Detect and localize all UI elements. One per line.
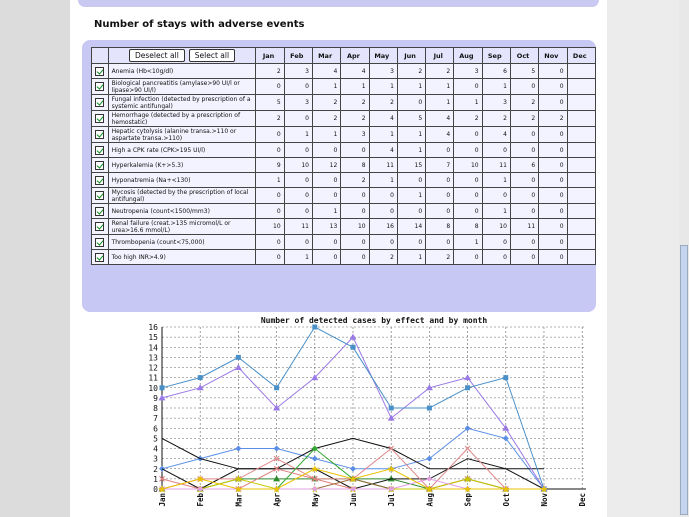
month-count-cell: 0 — [341, 235, 369, 250]
event-label: Renal failure (creat.>135 micromol/L or urea>16.6 mmol/L) — [108, 219, 256, 235]
table-row — [92, 219, 596, 235]
month-count-cell: 0 — [341, 188, 369, 204]
month-count-cell: 10 — [284, 158, 312, 173]
window-margin — [607, 0, 689, 517]
month-count-cell: 0 — [454, 173, 482, 188]
month-count-cell: 4 — [312, 64, 340, 79]
month-count-cell: 0 — [397, 235, 425, 250]
y-tick-label: 0 — [153, 485, 158, 494]
month-count-cell: 0 — [369, 188, 397, 204]
row-checkbox-cell — [92, 235, 109, 250]
table-row — [92, 158, 596, 173]
data-point — [351, 487, 355, 491]
y-tick-label: 14 — [148, 343, 158, 353]
month-count-cell: 5 — [510, 64, 538, 79]
month-count-cell: 14 — [397, 219, 425, 235]
data-point — [427, 406, 432, 411]
deselect-all-button[interactable]: Deselect all — [129, 49, 185, 62]
month-count-cell: 0 — [539, 173, 567, 188]
month-count-cell: 0 — [256, 235, 284, 250]
month-count-cell: 5 — [397, 111, 425, 127]
month-count-cell: 0 — [539, 158, 567, 173]
x-tick-label: Apr — [272, 493, 282, 507]
month-count-cell: 2 — [256, 111, 284, 127]
table-row — [92, 204, 596, 219]
month-count-cell — [567, 143, 595, 158]
adverse-events-table — [91, 47, 596, 265]
month-header: Mar — [312, 48, 340, 64]
row-checkbox[interactable] — [95, 114, 104, 123]
table-row — [92, 250, 596, 265]
month-count-cell: 2 — [426, 250, 454, 265]
event-label: Hyponatremia (Na+<130) — [108, 173, 256, 188]
month-count-cell: 1 — [284, 250, 312, 265]
month-count-cell: 0 — [284, 204, 312, 219]
x-tick-label: Nov — [539, 493, 549, 507]
month-count-cell: 0 — [341, 143, 369, 158]
table-row — [92, 111, 596, 127]
adverse-events-panel — [82, 40, 596, 312]
data-point — [198, 375, 203, 380]
data-point — [503, 375, 508, 380]
month-count-cell: 1 — [284, 127, 312, 143]
month-count-cell: 4 — [426, 127, 454, 143]
data-point — [235, 364, 242, 370]
month-header: May — [369, 48, 397, 64]
month-count-cell: 1 — [369, 79, 397, 95]
month-count-cell: 0 — [454, 143, 482, 158]
month-header: Feb — [284, 48, 312, 64]
y-tick-label: 12 — [148, 363, 158, 373]
row-checkbox[interactable] — [95, 191, 104, 200]
month-count-cell: 0 — [256, 204, 284, 219]
month-count-cell: 1 — [426, 95, 454, 111]
month-count-cell: 0 — [539, 127, 567, 143]
data-point — [427, 477, 431, 481]
event-label: Too high INR>4.9) — [108, 250, 256, 265]
month-header: Nov — [539, 48, 567, 64]
month-count-cell: 0 — [510, 250, 538, 265]
table-row — [92, 64, 596, 79]
month-count-cell: 0 — [284, 79, 312, 95]
table-row — [92, 79, 596, 95]
row-checkbox[interactable] — [95, 207, 104, 216]
month-count-cell: 0 — [397, 204, 425, 219]
month-count-cell: 0 — [397, 95, 425, 111]
row-checkbox-cell — [92, 127, 109, 143]
x-tick-label: May — [310, 493, 320, 507]
month-count-cell: 1 — [312, 204, 340, 219]
month-count-cell: 11 — [284, 219, 312, 235]
month-count-cell: 0 — [482, 143, 510, 158]
month-count-cell: 12 — [312, 158, 340, 173]
month-count-cell: 1 — [397, 127, 425, 143]
month-count-cell — [567, 219, 595, 235]
event-label: High a CPK rate (CPK>195 UI/l) — [108, 143, 256, 158]
event-label: Hepatic cytolysis (alanine transa.>110 or aspartate transa.>110) — [108, 127, 256, 143]
x-tick-label: Sep — [463, 493, 473, 507]
select-all-button[interactable]: Select all — [189, 49, 235, 62]
month-count-cell: 1 — [426, 79, 454, 95]
top-banner — [78, 0, 599, 7]
month-count-cell: 0 — [426, 143, 454, 158]
y-tick-label: 10 — [148, 383, 158, 393]
month-count-cell: 0 — [426, 204, 454, 219]
month-count-cell: 0 — [426, 173, 454, 188]
month-count-cell: 1 — [397, 79, 425, 95]
y-tick-label: 7 — [153, 414, 158, 424]
month-count-cell: 1 — [482, 173, 510, 188]
data-point — [236, 355, 241, 360]
month-count-cell — [567, 64, 595, 79]
month-count-cell: 0 — [539, 188, 567, 204]
month-count-cell: 15 — [397, 158, 425, 173]
month-count-cell — [567, 95, 595, 111]
y-tick-label: 8 — [153, 404, 158, 413]
table-row — [92, 95, 596, 111]
x-tick-label: Aug — [425, 493, 435, 507]
month-count-cell: 2 — [482, 111, 510, 127]
month-count-cell: 0 — [539, 95, 567, 111]
data-point — [274, 446, 280, 452]
month-count-cell: 0 — [510, 188, 538, 204]
data-point — [388, 415, 395, 421]
table-header-row — [92, 48, 596, 64]
event-label: Mycosis (detected by the prescription of local antifungal) — [108, 188, 256, 204]
month-header: Jul — [426, 48, 454, 64]
month-count-cell: 0 — [539, 64, 567, 79]
page-title: Number of stays with adverse events — [94, 19, 305, 30]
x-tick-label: Feb — [196, 493, 206, 507]
month-count-cell: 0 — [256, 250, 284, 265]
event-label: Thrombopenia (count<75,000) — [108, 235, 256, 250]
row-checkbox-cell — [92, 158, 109, 173]
row-checkbox[interactable] — [95, 238, 104, 247]
row-checkbox[interactable] — [95, 98, 104, 107]
data-point — [198, 487, 202, 491]
row-checkbox-cell — [92, 204, 109, 219]
month-count-cell: 0 — [369, 204, 397, 219]
month-count-cell: 1 — [312, 79, 340, 95]
month-count-cell — [567, 79, 595, 95]
header-buttons-cell — [108, 48, 256, 64]
month-count-cell: 16 — [369, 219, 397, 235]
month-count-cell: 0 — [482, 188, 510, 204]
month-count-cell: 0 — [284, 173, 312, 188]
month-count-cell: 5 — [256, 95, 284, 111]
data-point — [159, 466, 165, 472]
month-count-cell: 0 — [510, 79, 538, 95]
month-count-cell: 0 — [539, 219, 567, 235]
month-header: Jun — [397, 48, 425, 64]
month-count-cell — [567, 188, 595, 204]
data-point — [389, 406, 394, 411]
scrollbar-thumb[interactable] — [680, 245, 688, 515]
row-checkbox[interactable] — [95, 176, 104, 185]
month-count-cell: 10 — [482, 219, 510, 235]
row-checkbox[interactable] — [95, 161, 104, 170]
x-tick-label: Mar — [234, 493, 244, 507]
y-tick-label: 6 — [153, 424, 158, 434]
header-checkbox-column — [92, 48, 109, 64]
month-count-cell: 0 — [482, 235, 510, 250]
month-count-cell: 4 — [341, 64, 369, 79]
month-count-cell — [567, 235, 595, 250]
effects-line-chart — [70, 313, 607, 517]
data-point — [160, 385, 165, 390]
month-count-cell: 2 — [256, 64, 284, 79]
month-count-cell: 1 — [369, 173, 397, 188]
row-checkbox[interactable] — [95, 67, 104, 76]
month-count-cell: 3 — [341, 127, 369, 143]
month-count-cell: 2 — [369, 250, 397, 265]
row-checkbox-cell — [92, 173, 109, 188]
data-point — [349, 334, 356, 340]
month-count-cell: 0 — [510, 143, 538, 158]
month-count-cell: 4 — [369, 111, 397, 127]
table-row — [92, 173, 596, 188]
month-header: Apr — [341, 48, 369, 64]
month-count-cell: 1 — [454, 95, 482, 111]
month-count-cell: 0 — [312, 250, 340, 265]
month-count-cell: 0 — [539, 143, 567, 158]
month-count-cell: 1 — [454, 235, 482, 250]
month-count-cell: 0 — [454, 127, 482, 143]
month-count-cell: 0 — [454, 188, 482, 204]
data-point — [273, 475, 280, 481]
month-count-cell: 1 — [256, 173, 284, 188]
x-tick-label: Jul — [387, 493, 397, 507]
month-count-cell: 0 — [454, 204, 482, 219]
data-point — [274, 385, 279, 390]
month-count-cell — [567, 250, 595, 265]
chart-title: Number of detected cases by effect and by month — [260, 316, 488, 325]
y-tick-label: 9 — [153, 393, 158, 403]
month-count-cell: 1 — [397, 188, 425, 204]
data-point — [312, 325, 317, 330]
table-row — [92, 127, 596, 143]
month-count-cell: 1 — [482, 204, 510, 219]
month-count-cell: 11 — [369, 158, 397, 173]
month-count-cell: 4 — [426, 111, 454, 127]
row-checkbox-cell — [92, 64, 109, 79]
month-count-cell: 2 — [341, 111, 369, 127]
month-count-cell: 0 — [397, 173, 425, 188]
month-count-cell: 6 — [482, 64, 510, 79]
month-count-cell: 13 — [312, 219, 340, 235]
month-count-cell: 2 — [426, 64, 454, 79]
month-count-cell — [567, 111, 595, 127]
data-point — [389, 487, 393, 491]
month-count-cell — [567, 173, 595, 188]
month-count-cell: 0 — [510, 173, 538, 188]
row-checkbox-cell — [92, 95, 109, 111]
month-count-cell: 7 — [426, 158, 454, 173]
month-count-cell: 0 — [369, 235, 397, 250]
event-label: Anemia (Hb<10g/dl) — [108, 64, 256, 79]
month-count-cell: 0 — [454, 79, 482, 95]
y-tick-label: 5 — [153, 434, 158, 444]
y-tick-label: 4 — [153, 444, 158, 454]
table-row — [92, 188, 596, 204]
row-checkbox-cell — [92, 79, 109, 95]
month-count-cell: 1 — [482, 79, 510, 95]
month-count-cell: 2 — [397, 64, 425, 79]
month-count-cell: 3 — [369, 64, 397, 79]
month-count-cell: 0 — [426, 235, 454, 250]
y-tick-label: 15 — [148, 333, 158, 343]
month-count-cell: 2 — [312, 111, 340, 127]
month-count-cell: 2 — [510, 111, 538, 127]
month-count-cell: 4 — [369, 143, 397, 158]
row-checkbox[interactable] — [95, 82, 104, 91]
month-count-cell: 0 — [510, 204, 538, 219]
data-point — [388, 475, 395, 481]
month-count-cell: 0 — [539, 235, 567, 250]
row-checkbox-cell — [92, 143, 109, 158]
month-count-cell: 2 — [510, 95, 538, 111]
month-count-cell: 0 — [312, 235, 340, 250]
month-count-cell: 11 — [482, 158, 510, 173]
row-checkbox-cell — [92, 111, 109, 127]
month-count-cell: 1 — [397, 143, 425, 158]
data-point — [235, 446, 241, 452]
row-checkbox[interactable] — [95, 222, 104, 231]
month-count-cell: 10 — [341, 219, 369, 235]
event-label: Hyperkalemia (K+>5.3) — [108, 158, 256, 173]
month-count-cell: 0 — [539, 79, 567, 95]
month-count-cell: 0 — [539, 204, 567, 219]
month-count-cell: 2 — [539, 111, 567, 127]
month-count-cell: 0 — [510, 235, 538, 250]
month-count-cell: 2 — [341, 95, 369, 111]
month-count-cell: 0 — [284, 143, 312, 158]
row-checkbox[interactable] — [95, 253, 104, 262]
month-count-cell: 6 — [510, 158, 538, 173]
month-count-cell: 0 — [312, 173, 340, 188]
data-point — [464, 374, 471, 380]
month-header: Dec — [567, 48, 595, 64]
month-count-cell: 2 — [341, 173, 369, 188]
row-checkbox-cell — [92, 188, 109, 204]
event-label: Neutropenia (count<1500/mm3) — [108, 204, 256, 219]
data-point — [313, 487, 317, 491]
event-label: Biological pancreatitis (amylase>90 UI/l or lipase>90 UI/l) — [108, 79, 256, 95]
month-header: Oct — [510, 48, 538, 64]
month-count-cell: 0 — [256, 79, 284, 95]
row-checkbox[interactable] — [95, 130, 104, 139]
x-tick-label: Jan — [158, 493, 167, 507]
month-count-cell: 1 — [369, 127, 397, 143]
row-checkbox-cell — [92, 219, 109, 235]
row-checkbox-cell — [92, 250, 109, 265]
table-row — [92, 143, 596, 158]
vertical-scrollbar[interactable] — [679, 0, 689, 517]
month-count-cell: 11 — [510, 219, 538, 235]
month-count-cell: 0 — [256, 143, 284, 158]
row-checkbox[interactable] — [95, 146, 104, 155]
month-count-cell: 0 — [256, 188, 284, 204]
month-count-cell: 0 — [482, 250, 510, 265]
month-count-cell: 3 — [284, 64, 312, 79]
y-tick-label: 16 — [148, 323, 158, 332]
month-count-cell: 2 — [454, 111, 482, 127]
month-header: Sep — [482, 48, 510, 64]
data-point — [350, 466, 356, 472]
month-count-cell: 8 — [454, 219, 482, 235]
month-count-cell: 0 — [341, 250, 369, 265]
month-count-cell: 3 — [284, 95, 312, 111]
y-tick-label: 2 — [153, 464, 158, 474]
month-count-cell — [567, 204, 595, 219]
month-count-cell: 0 — [256, 127, 284, 143]
month-count-cell: 1 — [312, 127, 340, 143]
month-count-cell: 2 — [312, 95, 340, 111]
y-tick-label: 11 — [148, 373, 158, 383]
month-count-cell: 0 — [312, 143, 340, 158]
x-tick-label: Jun — [348, 493, 358, 507]
data-point — [197, 384, 204, 390]
month-count-cell: 3 — [454, 64, 482, 79]
data-point — [350, 345, 355, 350]
month-count-cell: 0 — [312, 188, 340, 204]
data-point — [465, 385, 470, 390]
month-count-cell: 0 — [539, 250, 567, 265]
x-tick-label: Oct — [501, 493, 511, 507]
month-count-cell: 0 — [284, 111, 312, 127]
month-header: Aug — [454, 48, 482, 64]
month-count-cell: 10 — [256, 219, 284, 235]
month-count-cell: 1 — [397, 250, 425, 265]
month-header: Jan — [256, 48, 284, 64]
event-label: Fungal infection (detected by prescription of a systemic antifungal) — [108, 95, 256, 111]
month-count-cell: 0 — [284, 235, 312, 250]
month-count-cell: 8 — [426, 219, 454, 235]
y-tick-label: 1 — [153, 474, 158, 484]
month-count-cell: 2 — [369, 95, 397, 111]
y-tick-label: 3 — [153, 454, 158, 464]
month-count-cell: 0 — [284, 188, 312, 204]
month-count-cell: 9 — [256, 158, 284, 173]
month-count-cell: 1 — [341, 79, 369, 95]
month-count-cell — [567, 158, 595, 173]
month-count-cell — [567, 127, 595, 143]
month-count-cell: 0 — [454, 250, 482, 265]
table-row — [92, 235, 596, 250]
x-tick-label: Dec — [578, 493, 588, 507]
data-point — [312, 456, 318, 462]
month-count-cell: 0 — [510, 127, 538, 143]
month-count-cell: 10 — [454, 158, 482, 173]
month-count-cell: 4 — [482, 127, 510, 143]
y-tick-label: 13 — [148, 353, 158, 363]
month-count-cell: 0 — [426, 188, 454, 204]
month-count-cell: 3 — [482, 95, 510, 111]
month-count-cell: 0 — [341, 204, 369, 219]
event-label: Hemorrhage (detected by a prescription of hemostatic) — [108, 111, 256, 127]
month-count-cell: 8 — [341, 158, 369, 173]
